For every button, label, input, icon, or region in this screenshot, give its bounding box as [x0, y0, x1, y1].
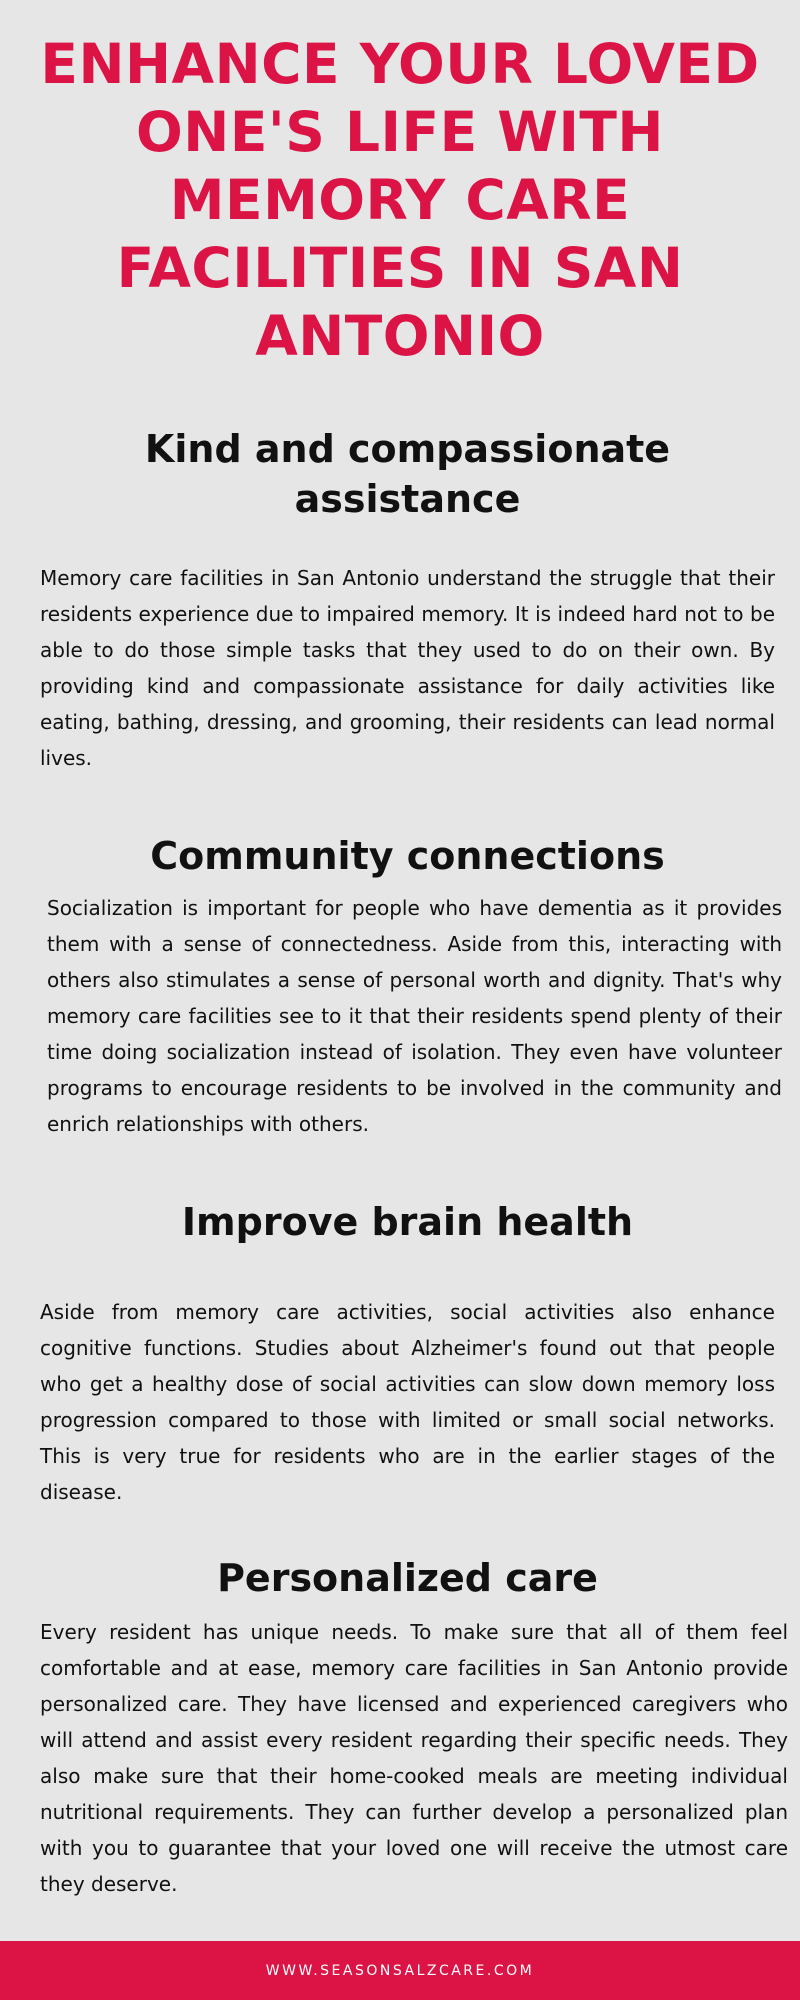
section-body: Socialization is important for people who have dementia as it provides them with a sense of connectedness. Aside from this, interacting with others also stimulates a sense of personal worth and dignity. That's why memory care facilities see to it that their residents spend plenty of their time doing socialization instead of isolation. They even have volunteer programs to encourage residents to be involved in the community and enrich relationships with others.	[47, 896, 782, 1136]
section-heading: Improve brain health	[181, 1200, 634, 1244]
page-title: ENHANCE YOUR LOVED ONE'S LIFE WITH MEMORY CARE FACILITIES IN SAN ANTONIO	[40, 32, 760, 368]
section-heading: Community connections	[150, 834, 665, 878]
footer-bar	[0, 1941, 800, 2000]
section-heading: Kind and compassionate assistance	[144, 427, 671, 521]
section-body: Every resident has unique needs. To make sure that all of them feel comfortable and at ease, memory care facilities in San Antonio provide personalized care. They have licensed and experienced caregivers who will attend and assist every resident regarding their specific needs. They also make sure that their home-cooked meals are meeting individual nutritional requirements. They can further develop a personalized plan with you to guarantee that your loved one will receive the utmost care they deserve.	[40, 1620, 788, 1896]
section-body: Memory care facilities in San Antonio understand the struggle that their residents experience due to impaired memory. It is indeed hard not to be able to do those simple tasks that they used to do on their own. By providing kind and compassionate assistance for daily activities like eating, bathing, dressing, and grooming, their residents can lead normal lives.	[40, 566, 775, 770]
section-body: Aside from memory care activities, social activities also enhance cognitive functions. Studies about Alzheimer's found out that people who get a healthy dose of social activities can slow down memory loss progression compared to those with limited or small social networks. This is very true for residents who are in the earlier stages of the disease.	[40, 1300, 775, 1504]
website-link[interactable]: WWW.SEASONSALZCARE.COM	[265, 1962, 535, 1979]
section-heading: Personalized care	[217, 1556, 598, 1600]
